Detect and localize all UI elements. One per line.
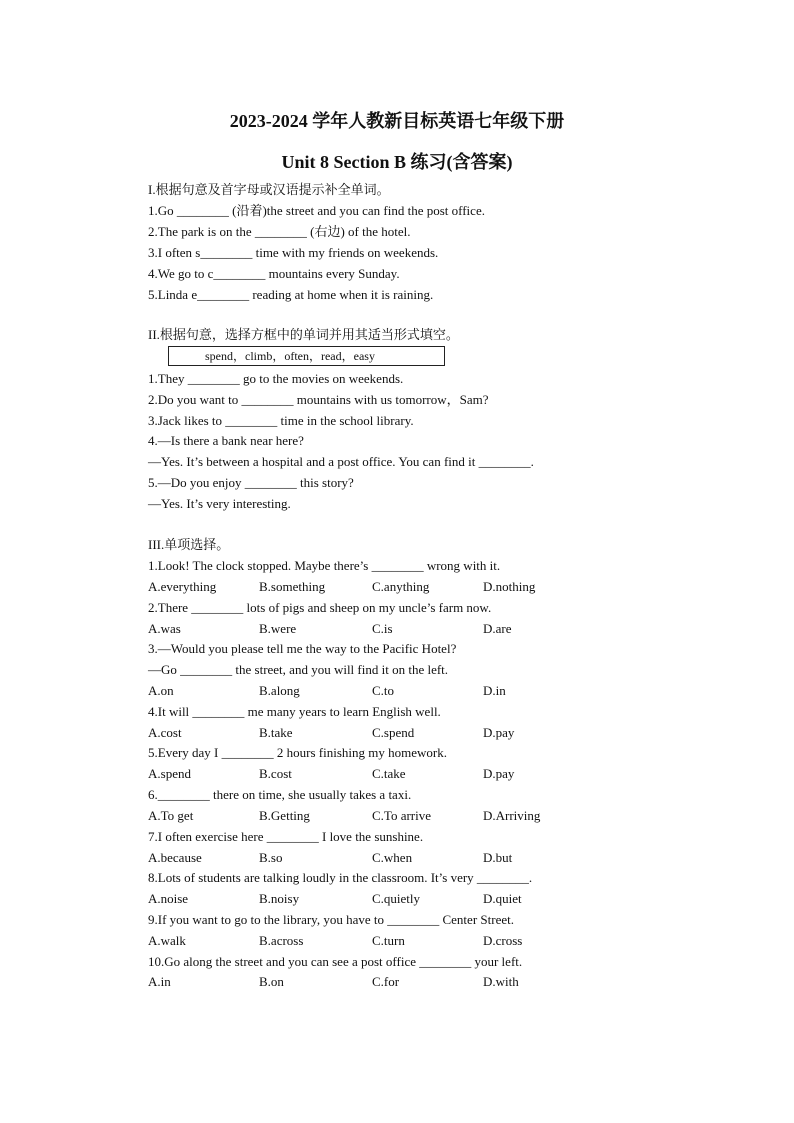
page-subtitle: Unit 8 Section B 练习(含答案) bbox=[281, 152, 513, 172]
option-a: A.in bbox=[148, 974, 171, 989]
question-stem: —Go ________ the street, and you will find it on the left. bbox=[148, 662, 449, 677]
option-a: A.because bbox=[148, 850, 202, 865]
option-b: B.take bbox=[259, 725, 293, 740]
section2-item: 4.—Is there a bank near here? bbox=[148, 433, 304, 448]
option-a: A.was bbox=[148, 621, 181, 636]
word-box: spend，climb，often，read，easy bbox=[168, 346, 445, 366]
section3-heading: III.单项选择。 bbox=[148, 537, 230, 552]
question-stem: 1.Look! The clock stopped. Maybe there’s ________ wrong with it. bbox=[148, 558, 501, 573]
question-stem: 4.It will ________ me many years to learn English well. bbox=[148, 704, 441, 719]
option-c: C.quietly bbox=[372, 891, 421, 906]
option-d: D.in bbox=[483, 683, 506, 698]
section2-item: 1.They ________ go to the movies on weekends. bbox=[148, 371, 404, 386]
option-c: C.turn bbox=[372, 933, 405, 948]
question-stem: 8.Lots of students are talking loudly in the classroom. It’s very ________. bbox=[148, 870, 533, 885]
option-d: D.Arriving bbox=[483, 808, 541, 823]
section1-item: 4.We go to c________ mountains every Sunday. bbox=[148, 266, 400, 281]
option-c: C.is bbox=[372, 621, 393, 636]
option-b: B.Getting bbox=[259, 808, 310, 823]
option-d: D.pay bbox=[483, 766, 515, 781]
option-d: D.pay bbox=[483, 725, 515, 740]
section1-heading: I.根据句意及首字母或汉语提示补全单词。 bbox=[148, 182, 390, 197]
section2-item: 2.Do you want to ________ mountains with us tomorrow，Sam? bbox=[148, 392, 489, 407]
option-b: B.something bbox=[259, 579, 326, 594]
section1-item: 2.The park is on the ________ (右边) of the hotel. bbox=[148, 224, 411, 239]
option-a: A.on bbox=[148, 683, 174, 698]
option-c: C.for bbox=[372, 974, 400, 989]
option-c: C.to bbox=[372, 683, 395, 698]
option-a: A.spend bbox=[148, 766, 191, 781]
option-c: C.anything bbox=[372, 579, 430, 594]
section2-heading: II.根据句意，选择方框中的单词并用其适当形式填空。 bbox=[148, 327, 459, 342]
option-d: D.with bbox=[483, 974, 519, 989]
option-b: B.on bbox=[259, 974, 284, 989]
question-stem: 9.If you want to go to the library, you have to ________ Center Street. bbox=[148, 912, 514, 927]
option-b: B.along bbox=[259, 683, 300, 698]
option-c: C.take bbox=[372, 766, 406, 781]
option-b: B.across bbox=[259, 933, 304, 948]
option-a: A.noise bbox=[148, 891, 189, 906]
option-d: D.quiet bbox=[483, 891, 522, 906]
option-a: A.everything bbox=[148, 579, 217, 594]
option-c: C.spend bbox=[372, 725, 415, 740]
page-title: 2023-2024 学年人教新目标英语七年级下册 bbox=[229, 111, 565, 131]
option-a: A.To get bbox=[148, 808, 194, 823]
section2-item: 3.Jack likes to ________ time in the school library. bbox=[148, 413, 414, 428]
question-stem: 7.I often exercise here ________ I love the sunshine. bbox=[148, 829, 424, 844]
question-stem: 5.Every day I ________ 2 hours finishing my homework. bbox=[148, 745, 447, 760]
question-stem: 6.________ there on time, she usually takes a taxi. bbox=[148, 787, 412, 802]
option-a: A.walk bbox=[148, 933, 186, 948]
option-c: C.To arrive bbox=[372, 808, 432, 823]
section1-item: 1.Go ________ (沿着)the street and you can find the post office. bbox=[148, 203, 485, 218]
section1-item: 5.Linda e________ reading at home when it is raining. bbox=[148, 287, 434, 302]
option-c: C.when bbox=[372, 850, 413, 865]
option-b: B.noisy bbox=[259, 891, 300, 906]
section2-item: 5.—Do you enjoy ________ this story? bbox=[148, 475, 354, 490]
question-stem: 3.—Would you please tell me the way to the Pacific Hotel? bbox=[148, 641, 457, 656]
section1-item: 3.I often s________ time with my friends on weekends. bbox=[148, 245, 439, 260]
question-stem: 10.Go along the street and you can see a post office ________ your left. bbox=[148, 954, 523, 969]
option-a: A.cost bbox=[148, 725, 182, 740]
option-d: D.cross bbox=[483, 933, 523, 948]
section2-item: —Yes. It’s between a hospital and a post office. You can find it ________. bbox=[148, 454, 534, 469]
option-b: B.so bbox=[259, 850, 283, 865]
section2-item: —Yes. It’s very interesting. bbox=[148, 496, 291, 511]
option-d: D.nothing bbox=[483, 579, 536, 594]
question-stem: 2.There ________ lots of pigs and sheep on my uncle’s farm now. bbox=[148, 600, 492, 615]
option-b: B.cost bbox=[259, 766, 292, 781]
option-d: D.are bbox=[483, 621, 512, 636]
option-b: B.were bbox=[259, 621, 297, 636]
option-d: D.but bbox=[483, 850, 513, 865]
